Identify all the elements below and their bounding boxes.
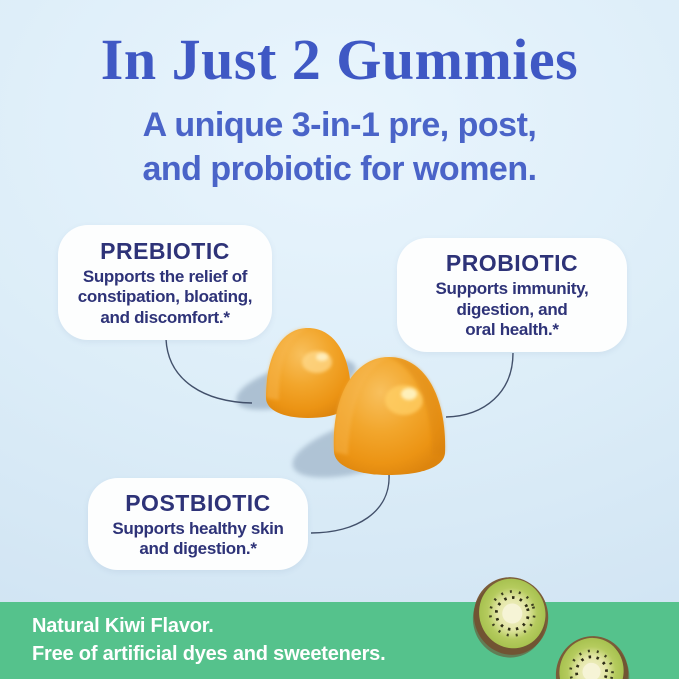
callout-prebiotic-line: constipation, bloating, — [77, 287, 253, 307]
callout-postbiotic-line: and digestion.* — [139, 539, 257, 558]
page-subtitle-line2: and probiotic for women. — [142, 150, 537, 188]
callout-postbiotic-heading: POSTBIOTIC — [125, 489, 271, 516]
callout-probiotic-line: digestion, and — [456, 299, 568, 319]
callout-prebiotic-line: Supports the relief of — [82, 266, 248, 286]
callout-prebiotic-line: and discomfort.* — [100, 307, 230, 327]
callout-probiotic-heading: PROBIOTIC — [445, 250, 579, 277]
callout-postbiotic — [88, 478, 308, 570]
callout-prebiotic-heading: PREBIOTIC — [100, 237, 230, 264]
flavor-bar — [0, 602, 679, 679]
page-subtitle-line1: A unique 3-in-1 pre, post, — [142, 106, 537, 144]
callout-prebiotic — [58, 225, 272, 340]
callout-probiotic-line: Supports immunity, — [435, 279, 589, 299]
callout-probiotic — [397, 238, 627, 352]
connector-line-probiotic — [446, 353, 513, 417]
page-title: In Just 2 Gummies — [100, 27, 579, 92]
flavor-bar-line1: Natural Kiwi Flavor. — [32, 615, 214, 637]
callout-probiotic-line: oral health.* — [465, 320, 559, 340]
callout-postbiotic-line: Supports healthy skin — [112, 518, 284, 538]
flavor-bar-line2: Free of artificial dyes and sweeteners. — [32, 643, 386, 665]
connector-line-postbiotic — [311, 474, 389, 533]
